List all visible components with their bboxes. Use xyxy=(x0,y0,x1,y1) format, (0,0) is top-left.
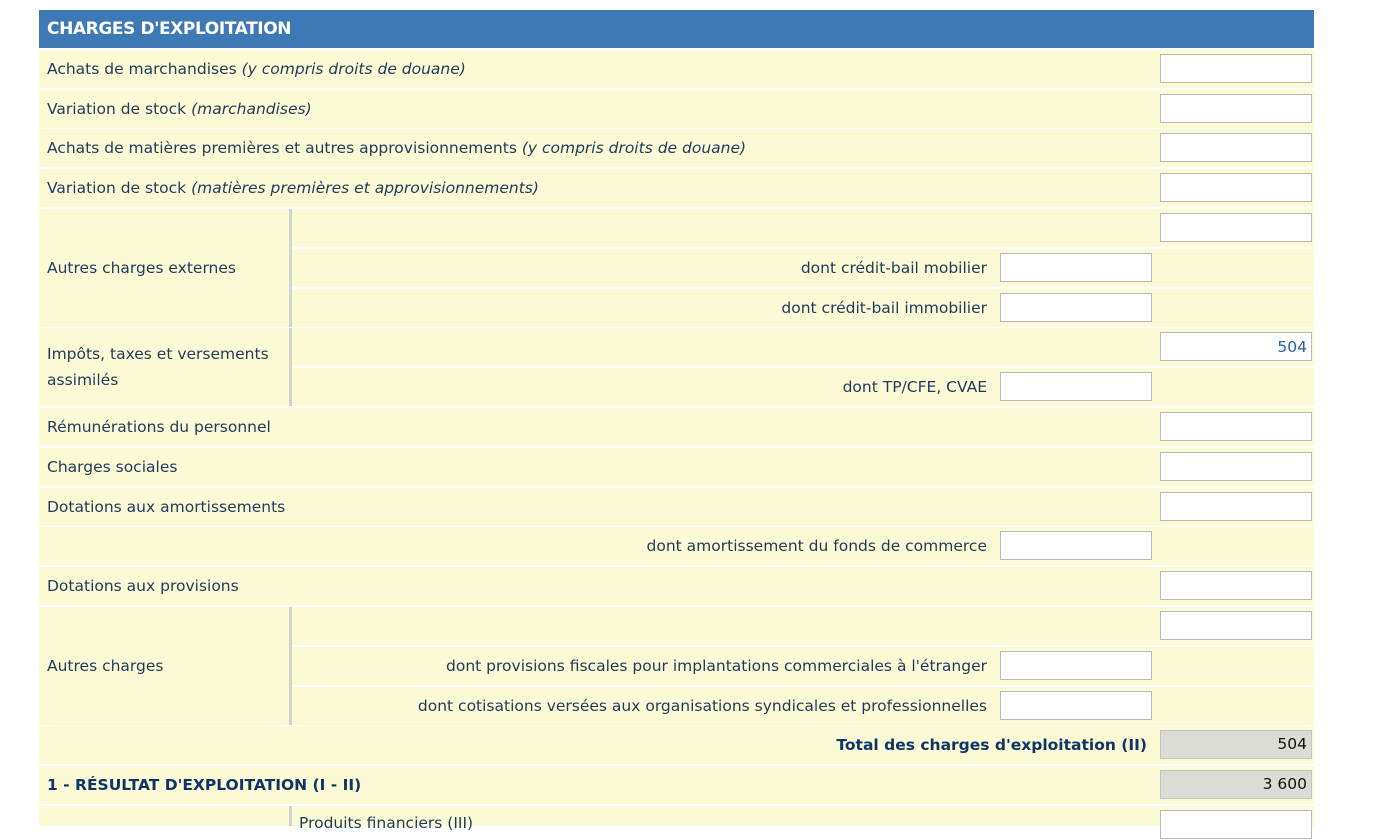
row-dotations-amortissements xyxy=(39,488,1314,526)
resultat-label: 1 - RÉSULTAT D'EXPLOITATION (I - II) xyxy=(47,776,362,795)
remunerations-input[interactable] xyxy=(1160,412,1312,441)
sub-label: Produits financiers (III) xyxy=(299,813,474,832)
total-charges-value: 504 xyxy=(1160,730,1312,759)
variation-stock-matieres-input[interactable] xyxy=(1160,173,1312,202)
impots-taxes-input[interactable] xyxy=(1160,332,1312,361)
row-achats-matieres xyxy=(39,129,1314,167)
row-label: Charges sociales xyxy=(47,457,178,476)
row-amortissement-fonds-commerce xyxy=(39,527,1314,565)
group-autres-charges xyxy=(39,607,1314,725)
row-label: Dotations aux amortissements xyxy=(47,497,286,516)
group-label: Impôts, taxes et versements assimilés xyxy=(39,328,289,406)
row-dotations-provisions xyxy=(39,567,1314,605)
row-variation-stock-matieres xyxy=(39,169,1314,207)
autres-charges-input[interactable] xyxy=(1160,611,1312,640)
sub-label: dont cotisations versées aux organisations syndicales et professionnelles xyxy=(417,696,987,715)
row-charges-sociales xyxy=(39,448,1314,486)
group-divider xyxy=(289,806,292,826)
group-impots-taxes xyxy=(39,328,1314,406)
sub-label: dont TP/CFE, CVAE xyxy=(842,378,987,397)
achats-matieres-input[interactable] xyxy=(1160,133,1312,162)
sub-label: dont amortissement du fonds de commerce xyxy=(646,537,987,556)
dotations-provisions-input[interactable] xyxy=(1160,571,1312,600)
row-resultat-exploitation xyxy=(39,766,1314,804)
row-total-charges xyxy=(39,726,1314,764)
sub-label: dont crédit-bail mobilier xyxy=(800,258,987,277)
sub-label: dont crédit-bail immobilier xyxy=(781,298,987,317)
row-label: Variation de stock (marchandises) xyxy=(47,99,312,118)
sub-label: dont provisions fiscales pour implantations commerciales à l'étranger xyxy=(446,656,987,675)
group-autres-charges-externes xyxy=(39,209,1314,327)
credit-bail-immobilier-input[interactable] xyxy=(1000,293,1152,322)
row-remunerations xyxy=(39,408,1314,446)
credit-bail-mobilier-input[interactable] xyxy=(1000,253,1152,282)
group-label: Autres charges externes xyxy=(39,209,289,327)
cotisations-syndicales-input[interactable] xyxy=(1000,691,1152,720)
produits-financiers-input[interactable] xyxy=(1160,810,1312,839)
tp-cfe-cvae-input[interactable] xyxy=(1000,372,1152,401)
autres-charges-externes-input[interactable] xyxy=(1160,213,1312,242)
group-divider xyxy=(289,607,292,725)
row-achats-marchandises xyxy=(39,50,1314,88)
charges-sociales-input[interactable] xyxy=(1160,452,1312,481)
section-header: CHARGES D'EXPLOITATION xyxy=(39,10,1314,48)
total-label: Total des charges d'exploitation (II) xyxy=(836,736,1147,755)
row-label: Dotations aux provisions xyxy=(47,577,239,596)
charges-exploitation-form xyxy=(39,10,1314,832)
group-label xyxy=(39,806,289,826)
group-divider xyxy=(289,328,292,406)
amortissement-fonds-commerce-input[interactable] xyxy=(1000,531,1152,560)
achats-marchandises-input[interactable] xyxy=(1160,54,1312,83)
resultat-value: 3 600 xyxy=(1160,770,1312,799)
variation-stock-marchandises-input[interactable] xyxy=(1160,94,1312,123)
row-label: Variation de stock (matières premières et approvisionnements) xyxy=(47,179,539,198)
group-produits-financiers xyxy=(39,806,1314,832)
provisions-fiscales-input[interactable] xyxy=(1000,651,1152,680)
row-label: Achats de matières premières et autres approvisionnements (y compris droits de douane) xyxy=(47,139,747,158)
row-variation-stock-marchandises xyxy=(39,90,1314,128)
row-label: Achats de marchandises (y compris droits de douane) xyxy=(47,59,466,78)
row-label: Rémunérations du personnel xyxy=(47,417,271,436)
group-divider xyxy=(289,209,292,327)
dotations-amortissements-input[interactable] xyxy=(1160,492,1312,521)
group-label: Autres charges xyxy=(39,607,289,725)
